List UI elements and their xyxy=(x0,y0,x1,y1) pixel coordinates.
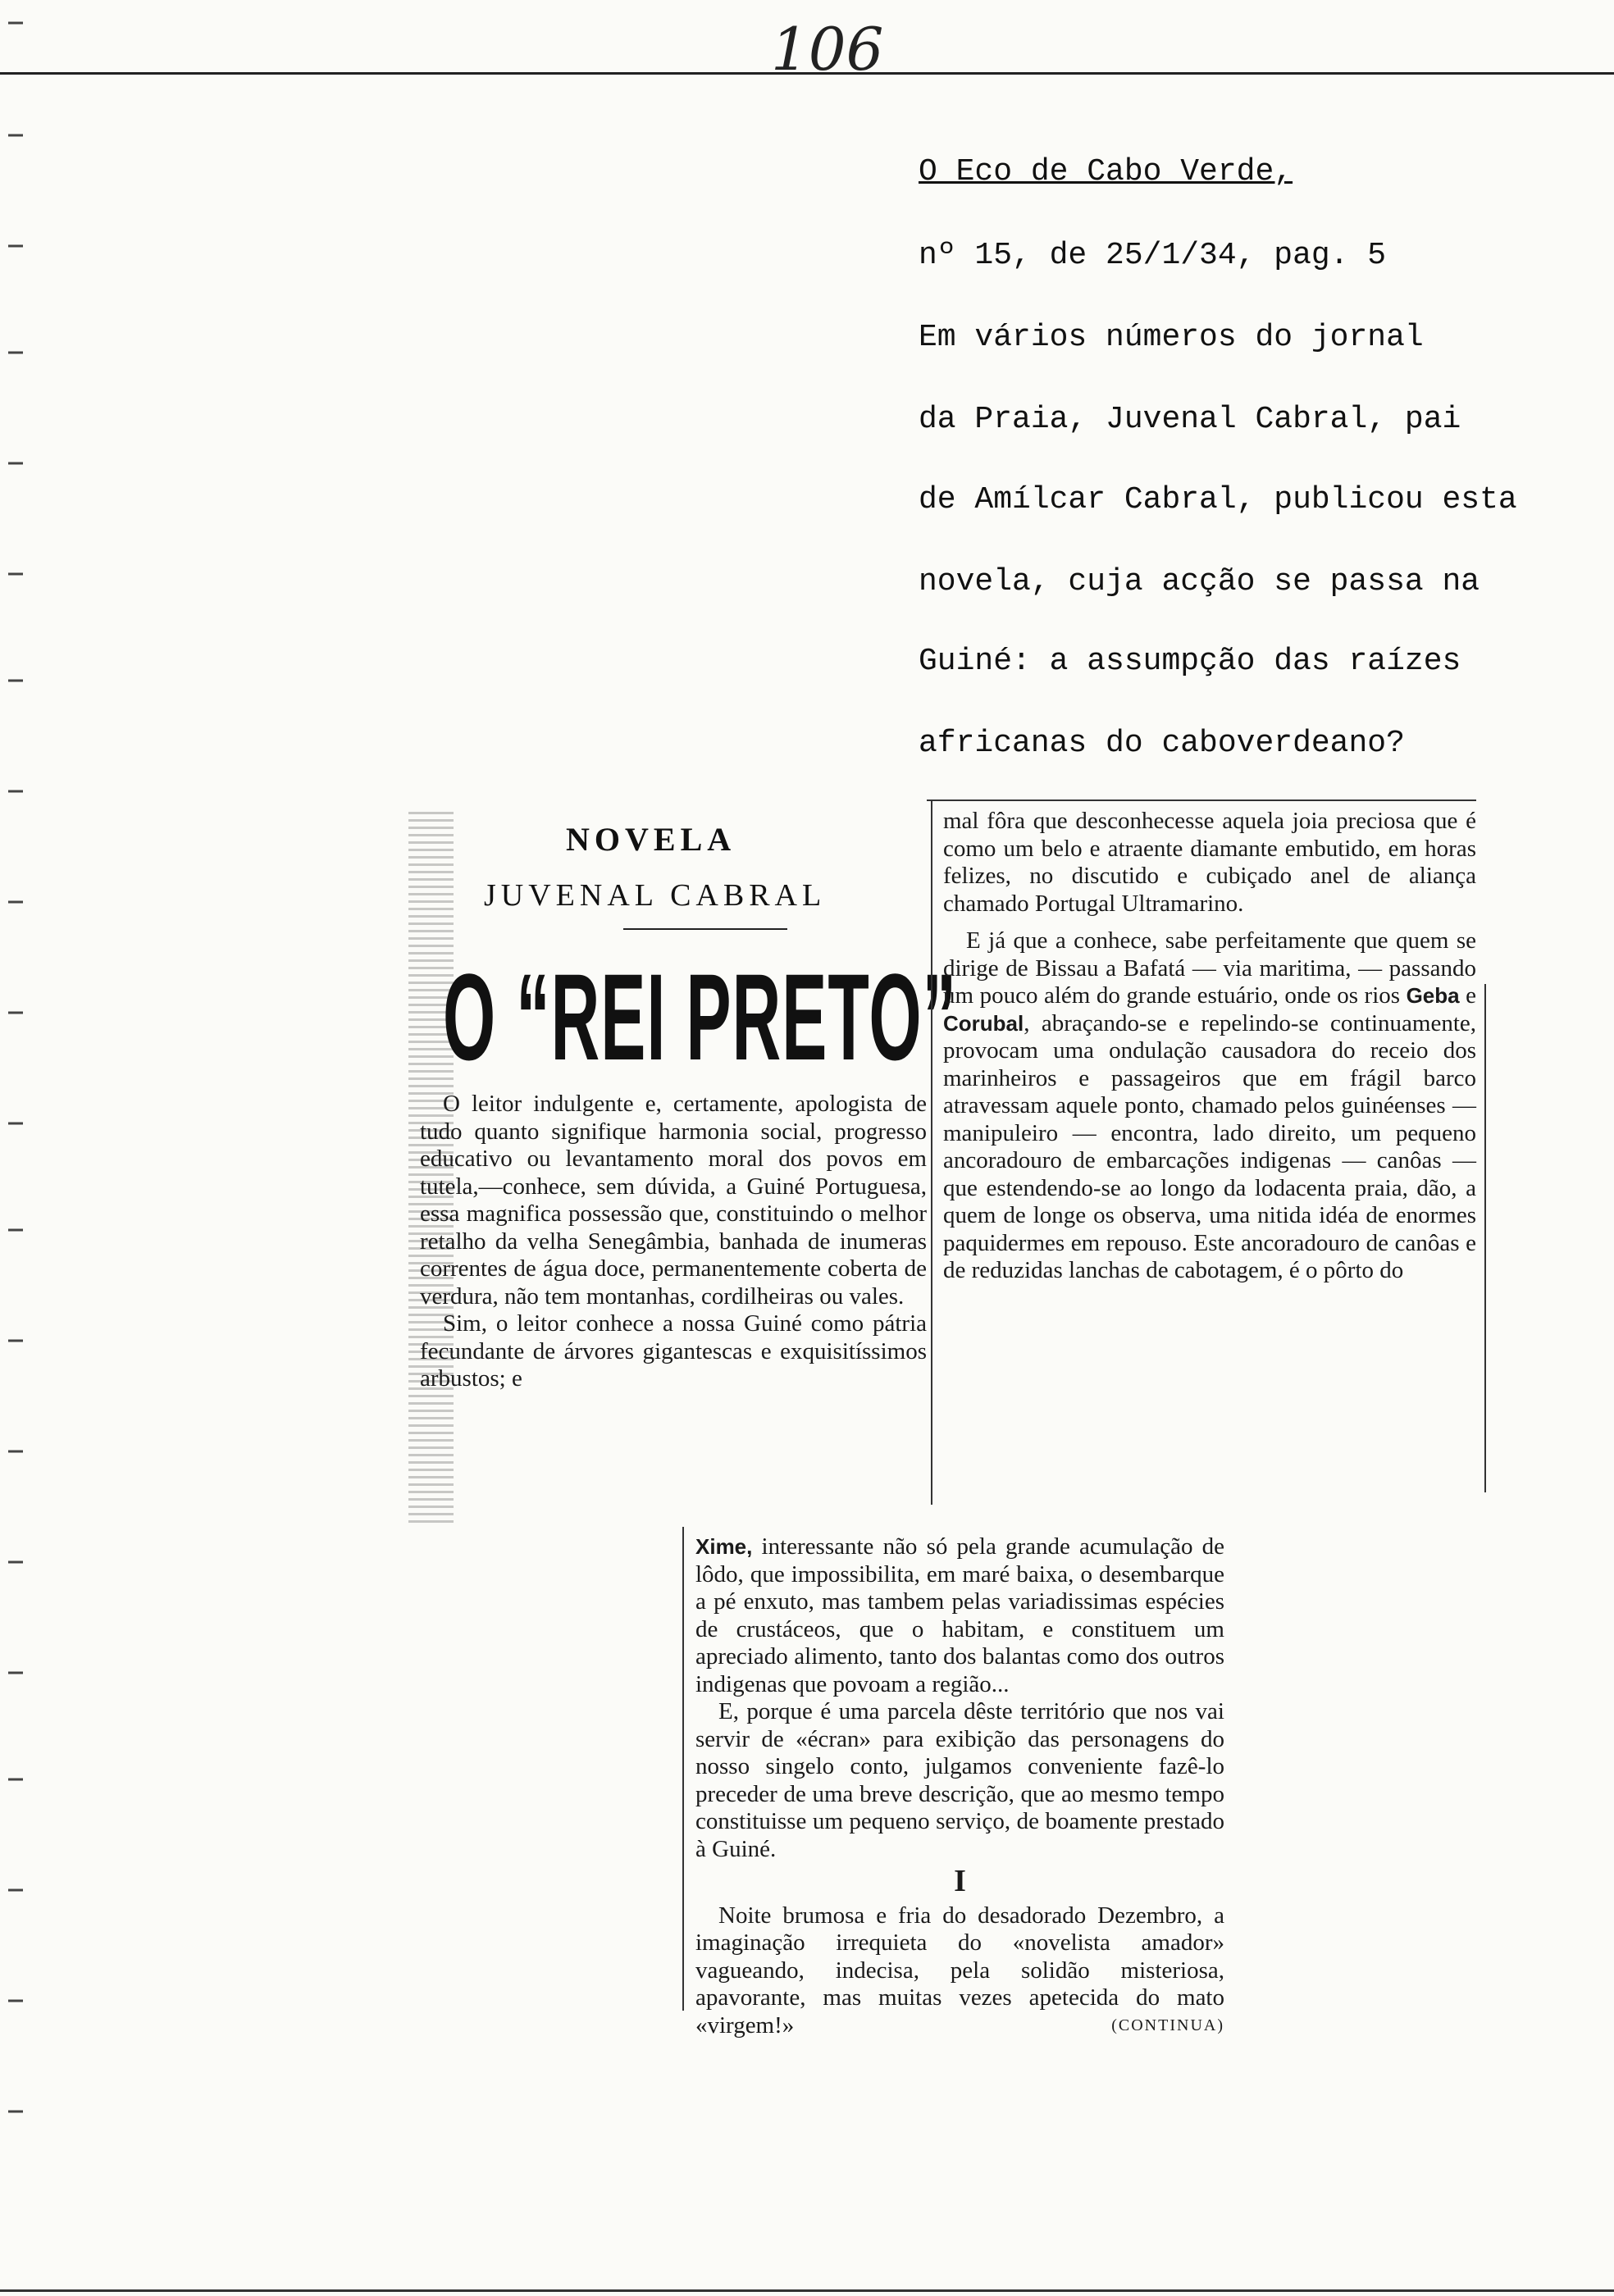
river-geba: Geba xyxy=(1406,983,1460,1008)
note-line-2: nº 15, de 25/1/34, pag. 5 xyxy=(919,238,1387,273)
chapter-numeral: I xyxy=(954,1864,966,1898)
title-rule xyxy=(623,928,787,930)
margin-ticks xyxy=(0,0,57,2296)
col1-paragraph-1: O leitor indulgente e, certamente, apologista de tudo quanto signifique harmonia social, progresso educativo ou levantamento moral dos povos em tutela,—conhece, sem dúvida, a Guiné Portuguesa, essa magnifica possessão que, constituindo o melhor retalho da velha Senegâmbia, banhada de inumeras correntes de água doce, permanentemente coberta de verdura, não tem montanhas, cordilheiras ou vales. xyxy=(420,1091,927,1310)
note-line-6: novela, cuja acção se passa na xyxy=(919,564,1480,599)
column-1 xyxy=(420,1091,927,1393)
col3-text-c: Noite brumosa e fria do desadorado Dezembro, a imaginação irrequieta do «novelista amador» vagueando, indecisa, pela solidão misteriosa, apavorante, mas muitas vezes apetecida do mato «virgem!» xyxy=(695,1902,1224,2039)
col3-paragraph-2: E, porque é uma parcela dêste território que nos vai servir de «écran» para exibição das personagens do nosso singelo conto, julgamos conveniente fazê-lo preceder de uma breve descrição, que ao mesmo tempo constituisse um pequeno serviço, de boamente prestado à Guiné. xyxy=(695,1698,1224,1862)
note-line-7: Guiné: a assumpção das raízes xyxy=(919,644,1461,679)
bottom-rule xyxy=(0,2289,1614,2292)
place-xime: Xime, xyxy=(695,1534,753,1559)
section-title: NOVELA xyxy=(566,821,736,858)
col2-paragraph-2 xyxy=(943,927,1476,1285)
col2-text-a: E já que a conhece, sabe perfeitamente que quem se dirige de Bissau a Bafatá — via maritima, — passando um pouco além do grande estuário, onde os rios xyxy=(943,927,1476,1009)
col3-paragraph-3 xyxy=(695,1902,1224,2040)
note-line-5: de Amílcar Cabral, publicou esta xyxy=(919,482,1517,517)
col1-paragraph-2: Sim, o leitor conhece a nossa Guiné como pátria fecundante de árvores gigantescas e exquisitíssimos arbustos; e xyxy=(420,1310,927,1392)
column-3 xyxy=(695,1533,1224,2039)
col3-paragraph-1 xyxy=(695,1533,1224,1698)
note-line-8: africanas do caboverdeano? xyxy=(919,726,1405,761)
col2-paragraph-1: mal fôra que desconhecesse aquela joia preciosa que é como um belo e atraente diamante embutido, em horas felizes, no discutido e cubiçado anel de aliança chamado Portugal Ultramarino. xyxy=(943,808,1476,917)
col2-text-b: e xyxy=(1466,982,1477,1009)
column-rule-right xyxy=(1484,984,1486,1492)
clipping-top-rule xyxy=(927,800,1476,801)
col3-text-a: interessante não só pela grande acumulação de lôdo, que impossibilita, em maré baixa, o desembarque a pé enxuto, mas tambem pelas variadissimas espécies de crustáceos, que o habitam, e constituem um apreciado alimento, tanto dos balantas como dos outros indigenas que povoam a região... xyxy=(695,1533,1225,1697)
column-2 xyxy=(943,808,1476,1285)
note-line-1: O Eco de Cabo Verde, xyxy=(919,154,1293,189)
page-number: 106 xyxy=(771,15,884,84)
note-line-3: Em vários números do jornal xyxy=(919,320,1424,355)
column-rule-1 xyxy=(931,800,932,1505)
headline: O “REI PRETO” xyxy=(443,948,958,1086)
continua-label: (CONTINUA) xyxy=(1111,2016,1224,2034)
note-line-4: da Praia, Juvenal Cabral, pai xyxy=(919,402,1461,437)
column-rule-3 xyxy=(682,1527,684,2011)
col2-text-c: , abraçando-se e repelindo-se continuamente, provocam uma ondulação causadora do receio dos marinheiros e passageiros que em frágil barco atravessam aquele ponto, chamado pelos guinéenses — manipuleiro — encontra, lado direito, um pequeno ancoradouro de embarcações indigenas — canôas — que estendendo-se ao longo da lodacenta praia, dão, a quem de longe os observa, uma nitida idéa de enormes paquidermes em repouso. Este ancoradouro de canôas e de reduzidas lanchas de cabotagem, é o pôrto do xyxy=(943,1009,1476,1283)
author-name: JUVENAL CABRAL xyxy=(484,878,827,913)
river-corubal: Corubal xyxy=(943,1010,1024,1036)
